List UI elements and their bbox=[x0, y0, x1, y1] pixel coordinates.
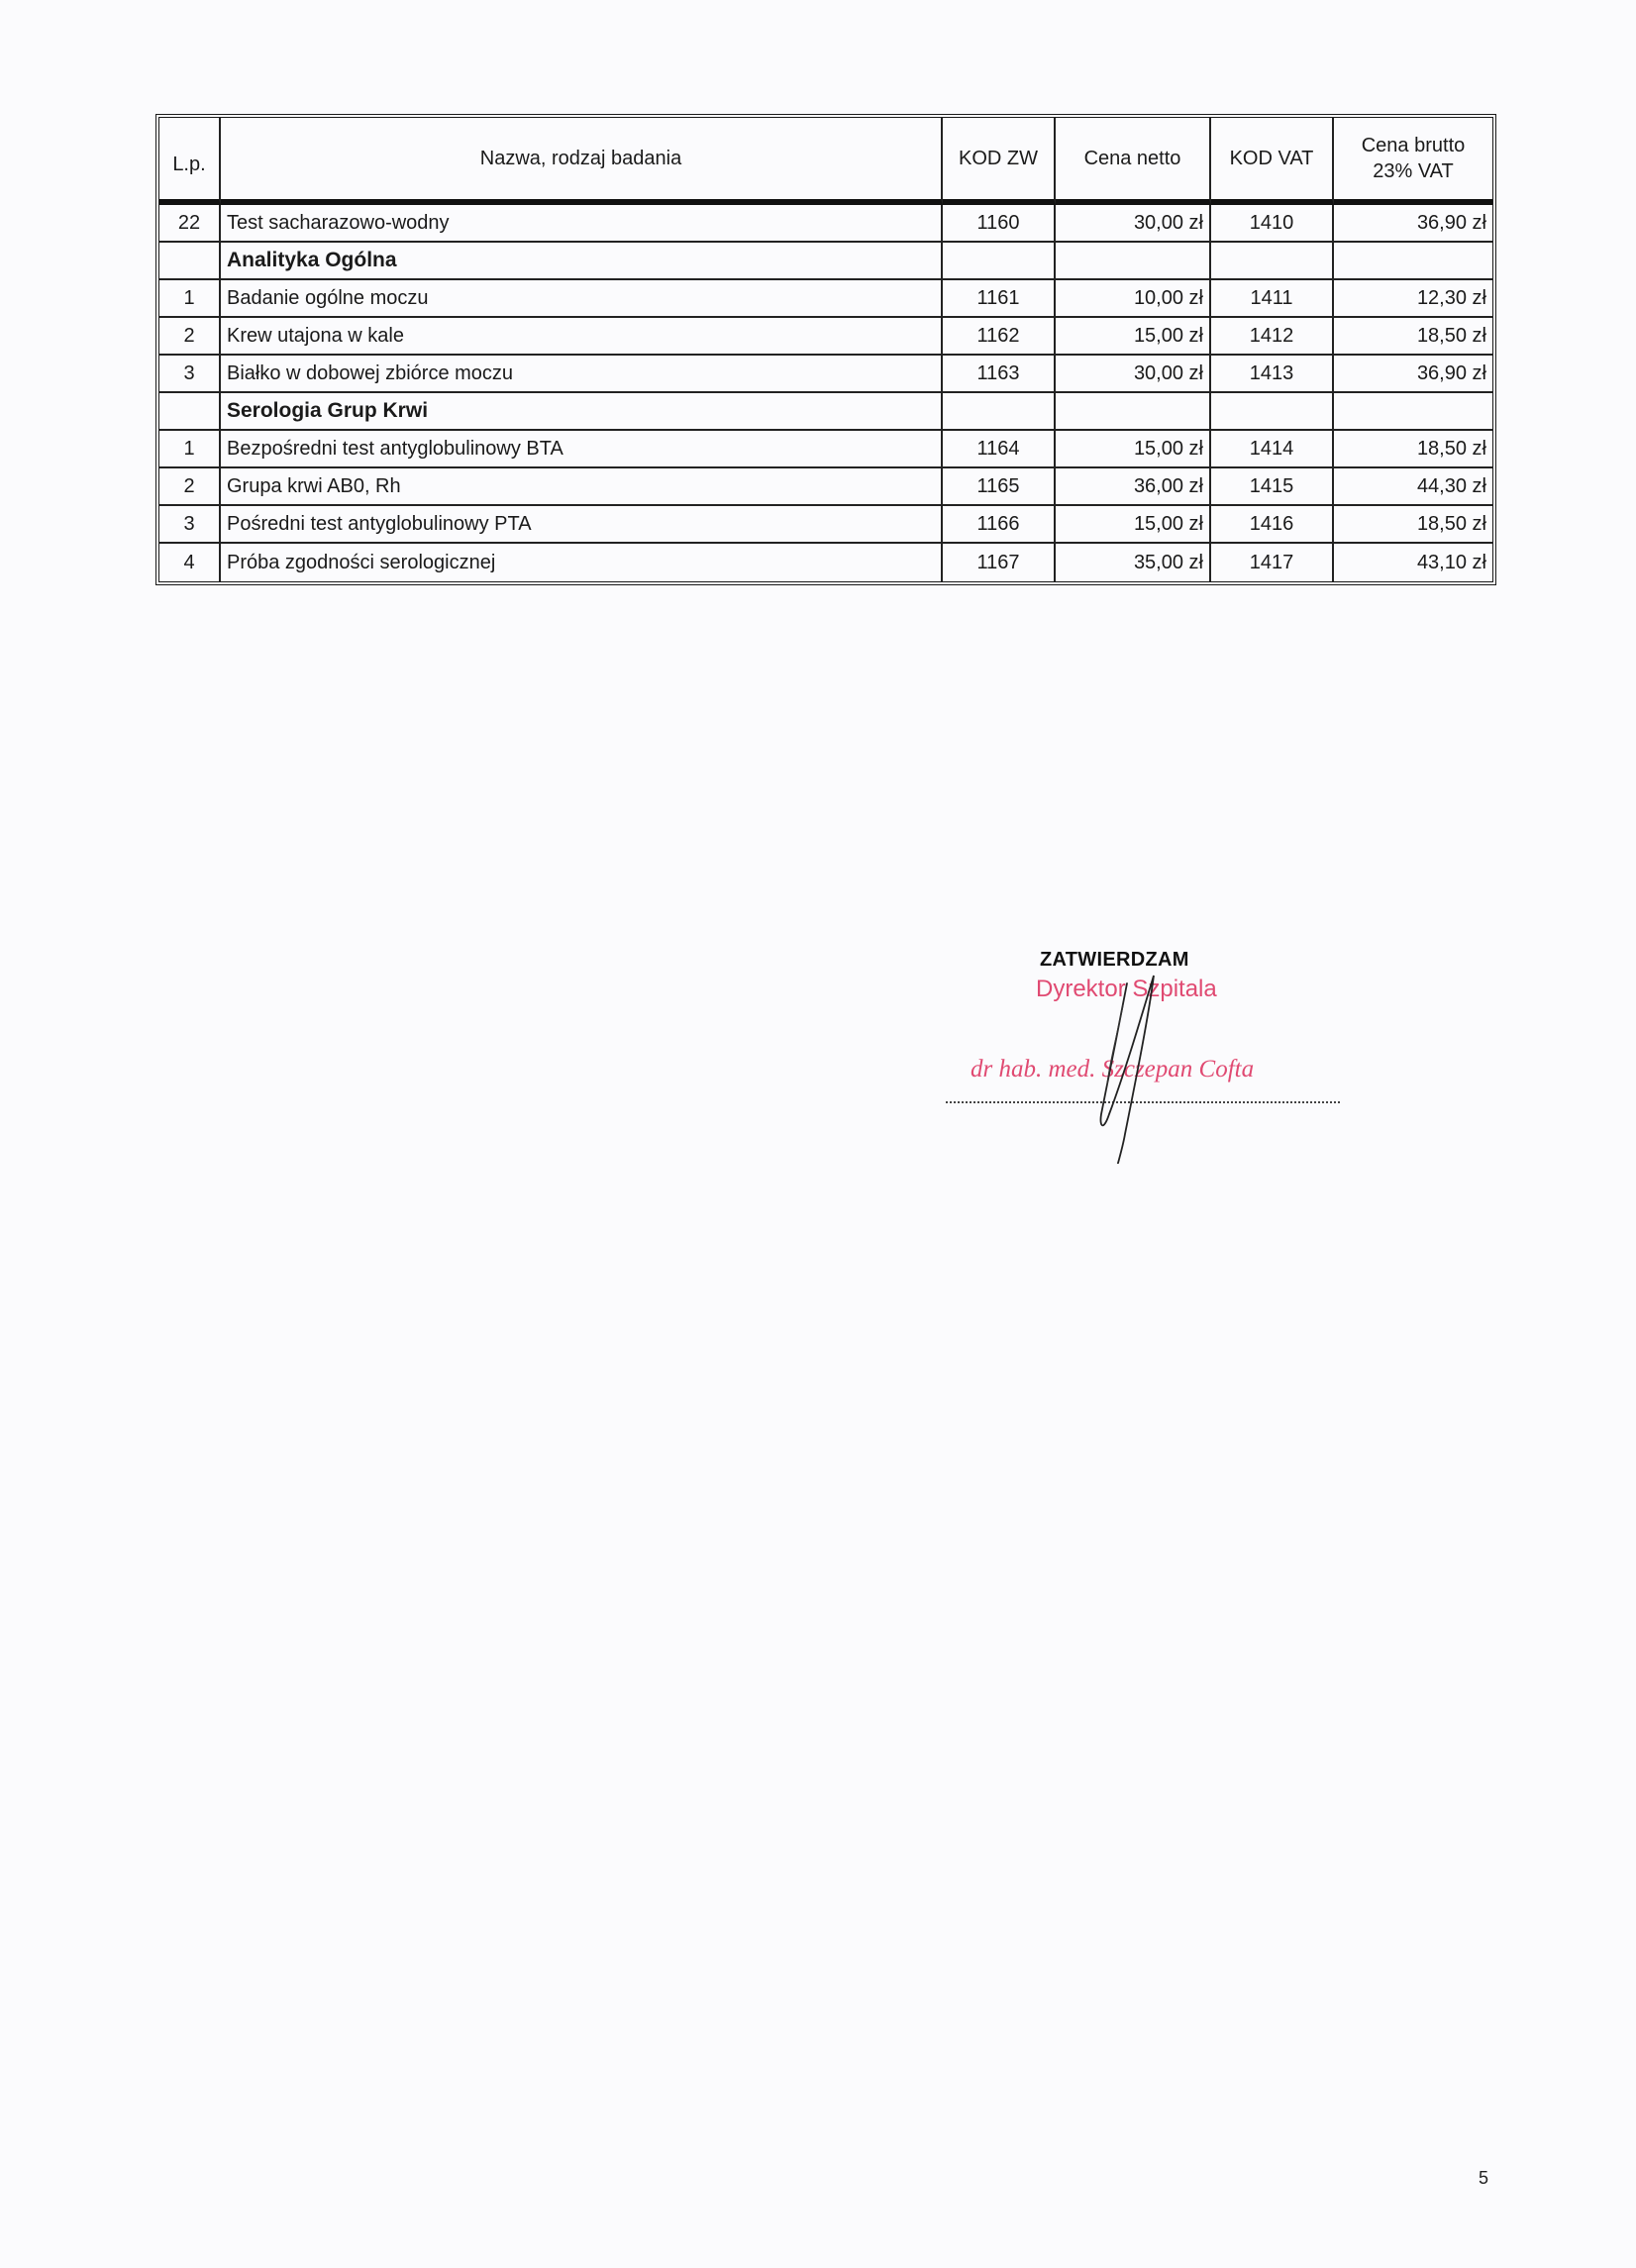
cell-kod-zw: 1167 bbox=[943, 544, 1056, 581]
cell-netto: 36,00 zł bbox=[1056, 468, 1211, 506]
cell-lp: 3 bbox=[159, 356, 221, 393]
table-row bbox=[159, 280, 1492, 318]
header-brutto bbox=[1334, 118, 1492, 205]
cell-brutto: 18,50 zł bbox=[1334, 431, 1492, 468]
cell-kod-zw: 1163 bbox=[943, 356, 1056, 393]
header-name: Nazwa, rodzaj badania bbox=[221, 118, 943, 205]
cell-netto: 15,00 zł bbox=[1056, 318, 1211, 356]
cell-name: Bezpośredni test antyglobulinowy BTA bbox=[221, 431, 943, 468]
cell-lp: 3 bbox=[159, 506, 221, 544]
table-row bbox=[159, 318, 1492, 356]
header-kod-vat: KOD VAT bbox=[1211, 118, 1334, 205]
cell-name: Próba zgodności serologicznej bbox=[221, 544, 943, 581]
cell-brutto bbox=[1334, 243, 1492, 280]
cell-kod-vat: 1414 bbox=[1211, 431, 1334, 468]
cell-brutto: 36,90 zł bbox=[1334, 356, 1492, 393]
cell-kod-vat: 1411 bbox=[1211, 280, 1334, 318]
cell-brutto: 36,90 zł bbox=[1334, 205, 1492, 243]
page-number: 5 bbox=[1479, 2168, 1489, 2188]
cell-brutto bbox=[1334, 393, 1492, 431]
cell-netto bbox=[1056, 393, 1211, 431]
cell-kod-vat: 1416 bbox=[1211, 506, 1334, 544]
cell-lp bbox=[159, 393, 221, 431]
cell-kod-vat: 1412 bbox=[1211, 318, 1334, 356]
cell-kod-zw bbox=[943, 393, 1056, 431]
cell-netto: 30,00 zł bbox=[1056, 356, 1211, 393]
cell-netto bbox=[1056, 243, 1211, 280]
cell-name: Białko w dobowej zbiórce moczu bbox=[221, 356, 943, 393]
handwritten-signature bbox=[1079, 966, 1188, 1164]
cell-netto: 15,00 zł bbox=[1056, 431, 1211, 468]
header-lp: L.p. bbox=[159, 118, 221, 205]
cell-name: Analityka Ogólna bbox=[221, 243, 943, 280]
cell-netto: 15,00 zł bbox=[1056, 506, 1211, 544]
table-row bbox=[159, 431, 1492, 468]
cell-lp bbox=[159, 243, 221, 280]
cell-lp: 2 bbox=[159, 318, 221, 356]
header-brutto-line1: Cena brutto bbox=[1361, 135, 1466, 156]
cell-kod-zw: 1161 bbox=[943, 280, 1056, 318]
director-name: dr hab. med. Szczepan Cofta bbox=[971, 1056, 1255, 1082]
cell-kod-vat: 1410 bbox=[1211, 205, 1334, 243]
header-kod-zw: KOD ZW bbox=[943, 118, 1056, 205]
director-role: Dyrektor Szpitala bbox=[1036, 976, 1217, 1002]
cell-name: Krew utajona w kale bbox=[221, 318, 943, 356]
cell-lp: 2 bbox=[159, 468, 221, 506]
table-row bbox=[159, 205, 1492, 243]
cell-kod-zw: 1165 bbox=[943, 468, 1056, 506]
cell-name: Serologia Grup Krwi bbox=[221, 393, 943, 431]
cell-kod-vat: 1415 bbox=[1211, 468, 1334, 506]
table-header-row bbox=[159, 118, 1492, 205]
cell-netto: 30,00 zł bbox=[1056, 205, 1211, 243]
table-row bbox=[159, 506, 1492, 544]
section-row bbox=[159, 243, 1492, 280]
cell-kod-vat: 1417 bbox=[1211, 544, 1334, 581]
cell-kod-zw: 1164 bbox=[943, 431, 1056, 468]
cell-brutto: 43,10 zł bbox=[1416, 551, 1486, 573]
cell-kod-zw: 1160 bbox=[943, 205, 1056, 243]
table-body bbox=[159, 205, 1492, 581]
cell-kod-zw: 1162 bbox=[943, 318, 1056, 356]
cell-kod-zw bbox=[943, 243, 1056, 280]
cell-brutto: 18,50 zł bbox=[1334, 506, 1492, 544]
cell-name: Pośredni test antyglobulinowy PTA bbox=[221, 506, 943, 544]
cell-lp: 1 bbox=[159, 280, 221, 318]
cell-netto: 35,00 zł bbox=[1056, 544, 1211, 581]
cell-kod-vat: 1413 bbox=[1211, 356, 1334, 393]
cell-brutto: 18,50 zł bbox=[1334, 318, 1492, 356]
header-netto: Cena netto bbox=[1056, 118, 1211, 205]
cell-lp: 22 bbox=[159, 205, 221, 243]
table-row bbox=[159, 544, 1492, 581]
cell-name: Test sacharazowo-wodny bbox=[221, 205, 943, 243]
cell-brutto: 44,30 zł bbox=[1334, 468, 1492, 506]
section-row bbox=[159, 393, 1492, 431]
cell-kod-vat bbox=[1211, 243, 1334, 280]
cell-brutto: 12,30 zł bbox=[1334, 280, 1492, 318]
cell-lp: 1 bbox=[159, 431, 221, 468]
approval-title: ZATWIERDZAM bbox=[1040, 949, 1189, 971]
cell-name: Badanie ogólne moczu bbox=[221, 280, 943, 318]
cell-kod-zw: 1166 bbox=[943, 506, 1056, 544]
price-table bbox=[155, 114, 1496, 585]
table-row bbox=[159, 468, 1492, 506]
cell-kod-vat bbox=[1211, 393, 1334, 431]
cell-lp: 4 bbox=[159, 544, 221, 581]
cell-netto: 10,00 zł bbox=[1056, 280, 1211, 318]
header-brutto-line2: 23% VAT bbox=[1373, 160, 1454, 182]
cell-name: Grupa krwi AB0, Rh bbox=[221, 468, 943, 506]
table-row bbox=[159, 356, 1492, 393]
